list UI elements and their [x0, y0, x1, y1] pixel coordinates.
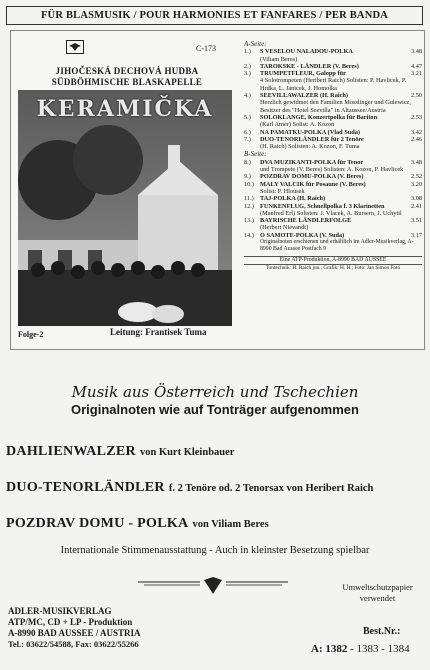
- track-number: 5.): [244, 113, 251, 121]
- track-subtitle: (H. Raich) Solisten: A. Kozon, F. Tuma: [260, 143, 360, 151]
- track-duration: 3.48: [410, 48, 422, 56]
- production-line: Eine ATP-Produktion, A-8990 BAD AUSSEE: [244, 256, 422, 264]
- eagle-logo-icon: [66, 40, 84, 54]
- track-title: S VESELOU NALADOU-POLKA: [260, 48, 353, 56]
- track-duration: 3.08: [410, 195, 422, 203]
- track-row: [244, 173, 422, 180]
- track-number: 2.): [244, 62, 251, 70]
- track-duration: 2.52: [410, 173, 422, 181]
- track-duration: 3.17: [410, 231, 422, 239]
- order-number-main: A: 1382: [311, 643, 348, 655]
- track-number: 1.): [244, 48, 251, 56]
- leitung-label: Leitung: Frantisek Tuma: [110, 327, 207, 337]
- track-duration: 3.20: [410, 180, 422, 188]
- track-title: MALY VALCIK für Posaune (V. Beres): [260, 180, 366, 188]
- track-row: [244, 181, 422, 188]
- track-subtitle: (Karl Amer) Solist: A. Kozon: [260, 121, 335, 129]
- order-number-rest: - 1383 - 1384: [347, 643, 410, 655]
- track-row: [244, 203, 422, 210]
- track-title: SOLOKLANGE, Konzertpolka für Bariton: [260, 113, 378, 121]
- track-number: 6.): [244, 128, 251, 136]
- track-row: [244, 63, 422, 70]
- track-subtitle: Solist: P. Hlousek: [260, 187, 305, 195]
- track-number: 8.): [244, 158, 251, 166]
- track-duration: 3.42: [410, 128, 422, 136]
- track-subtitle: (Manfred Erl) Solisten: J. Vlacek, A. Bursern, J. Uchytil: [260, 209, 402, 217]
- track-list: [244, 40, 422, 272]
- piece-3: [6, 514, 269, 532]
- eagle-divider-icon: [138, 576, 288, 596]
- track-title: DUO-TENORLÄNDLER für 2 Tenöre: [260, 135, 364, 143]
- band-name-czech: JIHOČESKÁ DECHOVÁ HUDBA: [55, 66, 199, 76]
- folge-label: Folge-2: [18, 330, 44, 339]
- track-number: 10.): [244, 180, 254, 188]
- track-duration: 2.41: [410, 202, 422, 210]
- track-row: [244, 70, 422, 77]
- band-name-german: SÜDBÖHMISCHE BLASKAPELLE: [51, 77, 203, 87]
- publisher-line-3: A-8990 BAD AUSSEE / AUSTRIA: [8, 628, 141, 638]
- sub-heading: Originalnoten wie auf Tonträger aufgenommen: [71, 402, 359, 417]
- piece-title: DAHLIENWALZER: [6, 444, 136, 459]
- track-number: 3.): [244, 70, 251, 78]
- top-banner: FÜR BLASMUSIK / POUR HARMONIES ET FANFARES / PER BANDA: [6, 6, 423, 25]
- track-number: 13.): [244, 217, 254, 225]
- piece-2: [6, 478, 373, 496]
- album-cover-photo: [18, 90, 232, 326]
- track-title: DVA MUZIKANTI-POLKA für Tenor: [260, 158, 364, 166]
- track-title: TAJ-POLKA (H. Raich): [260, 195, 326, 203]
- track-title: O SAMOTE-POLKA (V. Suda): [260, 231, 345, 239]
- track-number: 11.): [244, 195, 254, 203]
- eco-paper-note: [325, 582, 430, 604]
- credits-line: Tontechnik: H. Raich jun.; Grafik: H. H.; Foto: Jan Simon Fotó: [244, 264, 422, 272]
- publisher-note: Originalnoten erschienen und erhältlich im Adler-Musikverlag, A-8990 Bad Aussee Postfach 9: [260, 239, 414, 253]
- track-number: 9.): [244, 173, 251, 181]
- track-duration: 3.51: [410, 217, 422, 225]
- track-number: 14.): [244, 231, 254, 239]
- side-b-label: B-Seite:: [244, 150, 267, 159]
- track-duration: 3.48: [410, 158, 422, 166]
- track-duration: 4.47: [410, 62, 422, 70]
- catalog-code: C-173: [196, 44, 216, 53]
- track-number: 12.): [244, 202, 254, 210]
- track-duration: 3.21: [410, 70, 422, 78]
- track-title: TAROKSKE - LÄNDLER (V. Beres): [260, 62, 359, 70]
- track-title: FUNKENFLUG, Schnellpolka f. 3 Klarinetten: [260, 202, 385, 210]
- publisher-contact: Tel.: 03622/54588, Fax: 03622/55266: [8, 639, 139, 649]
- track-duration: 2.53: [410, 113, 422, 121]
- track-row: [244, 136, 422, 143]
- piece-title: POZDRAV DOMU - POLKA: [6, 516, 189, 531]
- piece-title: DUO-TENORLÄNDLER: [6, 480, 165, 495]
- band-photo-illustration: [18, 90, 232, 326]
- track-title: TRUMPETFLEUR, Galopp für: [260, 70, 346, 78]
- track-row: [244, 129, 422, 136]
- side-a-label: A-Seite:: [244, 40, 267, 48]
- track-title: SEEVILLAWALZER (H. Raich): [260, 92, 348, 100]
- publisher-address: [8, 606, 141, 650]
- publisher-line-2: ATP/MC, CD + LP - Produktion: [8, 617, 133, 627]
- instrumentation-note: Internationale Stimmenausstattung - Auch in kleinster Besetzung spielbar: [60, 545, 370, 556]
- track-row: [244, 159, 422, 166]
- track-row: [244, 232, 422, 239]
- track-number: 7.): [244, 135, 251, 143]
- publisher-name: ADLER-MUSIKVERLAG: [8, 606, 112, 616]
- track-subtitle: (Viliam Beres): [260, 55, 298, 63]
- track-row: [244, 217, 422, 224]
- main-heading: Musik aus Österreich und Tschechien: [71, 383, 359, 401]
- track-subtitle: 4 Solotrompeten (Heribert Raich) Solisten: P. Havlicek, P. Hrdka, L. Janicek, J. Homolka: [260, 77, 407, 92]
- track-number: 4.): [244, 92, 251, 100]
- track-subtitle: Herzlich gewidmet den Familien Mosslinger und Gulewicz, Besitzer des "Hotel Seevilla" in Altaussee/Austria: [260, 99, 411, 114]
- order-number-label: Best.Nr.:: [363, 626, 401, 637]
- track-title: NA PAMATKU-POLKA (Vlad Suda): [260, 128, 360, 136]
- track-row: [244, 48, 422, 55]
- track-row: [244, 195, 422, 202]
- track-subtitle: (Herbert Nievandt): [260, 224, 309, 232]
- piece-byline: f. 2 Tenöre od. 2 Tenorsax von Heribert Raich: [168, 483, 374, 494]
- track-duration: 2.50: [410, 92, 422, 100]
- track-duration: 2.46: [410, 135, 422, 143]
- piece-byline: von Kurt Kleinbauer: [139, 447, 235, 458]
- track-row: [244, 114, 422, 121]
- track-subtitle: und Trompete (V. Beres) Solisten: A. Kozon, P. Havlicek: [260, 166, 404, 174]
- album-title: KERAMIČKA: [36, 96, 214, 122]
- piece-byline: von Viliam Beres: [192, 519, 269, 530]
- track-title: POZDRAV DOMU-POLKA (V. Beres): [260, 173, 364, 181]
- eco-line-2: verwendet: [359, 593, 396, 603]
- track-row: [244, 92, 422, 99]
- piece-1: [6, 442, 234, 460]
- order-numbers: [311, 643, 410, 655]
- eco-line-1: Umweltschutzpapier: [342, 582, 413, 592]
- track-title: BAYRISCHE LÄNDLERFOLGE: [260, 217, 352, 225]
